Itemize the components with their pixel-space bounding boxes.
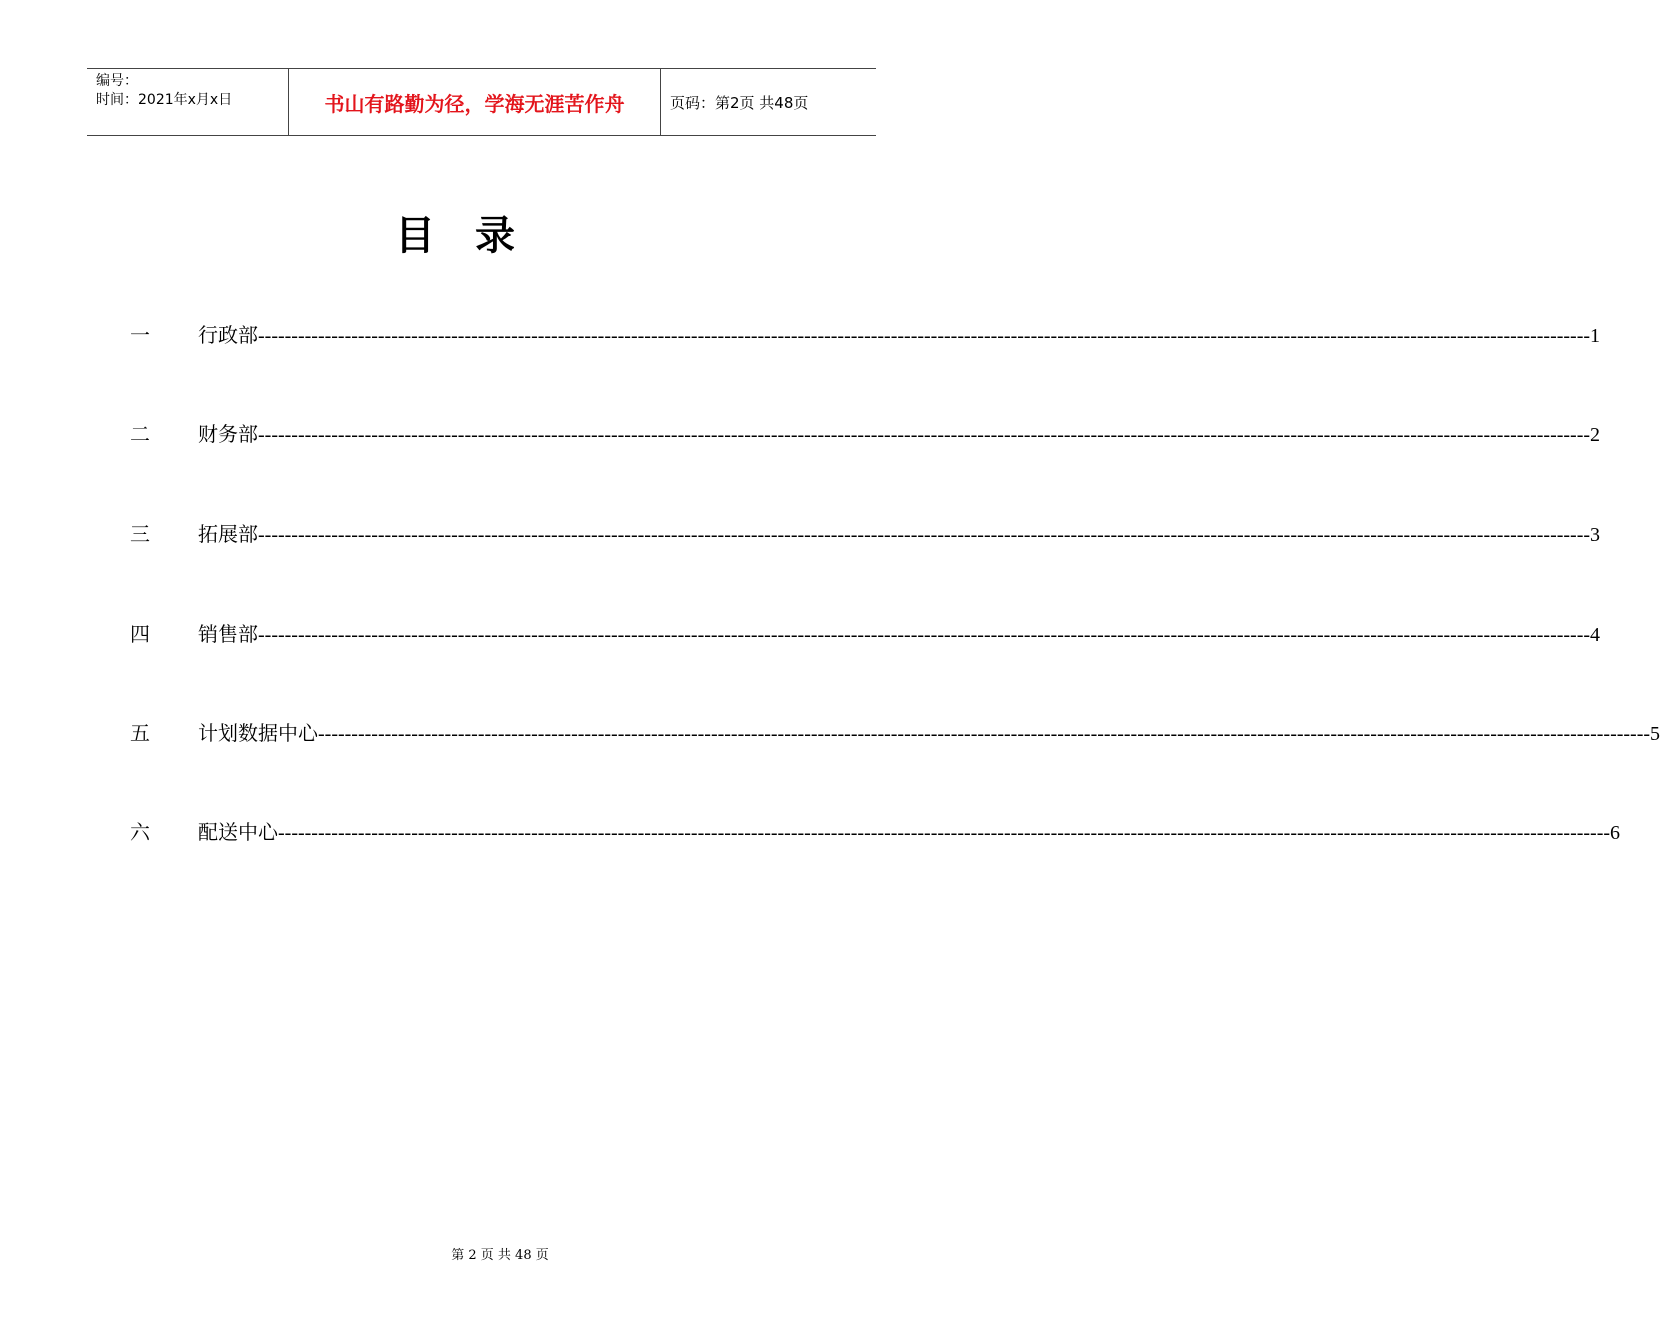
header-motto-cell bbox=[288, 69, 661, 135]
toc-item-number: 三 bbox=[130, 522, 150, 546]
header-motto: 书山有路勤为径，学海无涯苦作舟 bbox=[324, 91, 625, 116]
toc-item-number: 五 bbox=[130, 721, 150, 745]
toc-item-page: 4 bbox=[1590, 624, 1601, 646]
toc-dot-leader: -------------------------------------------------------------------------------------------------------------------------------------------------------------------------------------------------------- bbox=[318, 723, 1651, 745]
toc-item-label: 销售部 bbox=[198, 622, 258, 646]
header-page-info: 页码：第2页 共48页 bbox=[670, 93, 809, 112]
toc-item-label: 拓展部 bbox=[198, 522, 258, 546]
toc-item[interactable] bbox=[130, 421, 1601, 447]
document-number-label: 编号： bbox=[96, 73, 138, 89]
toc-item[interactable] bbox=[130, 322, 1601, 348]
toc-item-label: 行政部 bbox=[198, 323, 258, 347]
toc-dot-leader: -------------------------------------------------------------------------------------------------------------------------------------------------------------------------------------------------------- bbox=[258, 624, 1591, 646]
header-meta-cell bbox=[87, 69, 288, 135]
toc-dot-leader: -------------------------------------------------------------------------------------------------------------------------------------------------------------------------------------------------------- bbox=[258, 524, 1591, 546]
toc-item-number: 六 bbox=[130, 820, 150, 844]
page-header bbox=[87, 68, 876, 136]
toc-item[interactable] bbox=[130, 720, 1660, 746]
toc-item-number: 一 bbox=[130, 323, 150, 347]
page-title: 目录 bbox=[395, 213, 555, 259]
toc-item-label: 配送中心 bbox=[198, 820, 278, 844]
toc-item-label: 财务部 bbox=[198, 422, 258, 446]
toc-item-page: 3 bbox=[1590, 524, 1601, 546]
document-time-label: 时间：2021年x月x日 bbox=[96, 92, 233, 108]
toc-item-page: 2 bbox=[1590, 424, 1601, 446]
page-footer: 第 2 页 共 48 页 bbox=[451, 1248, 549, 1263]
toc-item-page: 6 bbox=[1610, 822, 1621, 844]
toc-item[interactable] bbox=[130, 521, 1601, 547]
toc-dot-leader: -------------------------------------------------------------------------------------------------------------------------------------------------------------------------------------------------------- bbox=[258, 325, 1591, 347]
toc-item-label: 计划数据中心 bbox=[198, 721, 318, 745]
toc-dot-leader: -------------------------------------------------------------------------------------------------------------------------------------------------------------------------------------------------------- bbox=[278, 822, 1611, 844]
toc-item-number: 二 bbox=[130, 422, 150, 446]
toc-item-page: 5 bbox=[1650, 723, 1660, 745]
header-page-cell bbox=[661, 69, 876, 135]
toc-item[interactable] bbox=[130, 621, 1601, 647]
toc-item-page: 1 bbox=[1590, 325, 1601, 347]
toc-item-number: 四 bbox=[130, 622, 150, 646]
toc-dot-leader: -------------------------------------------------------------------------------------------------------------------------------------------------------------------------------------------------------- bbox=[258, 424, 1591, 446]
toc-item[interactable] bbox=[130, 819, 1621, 845]
